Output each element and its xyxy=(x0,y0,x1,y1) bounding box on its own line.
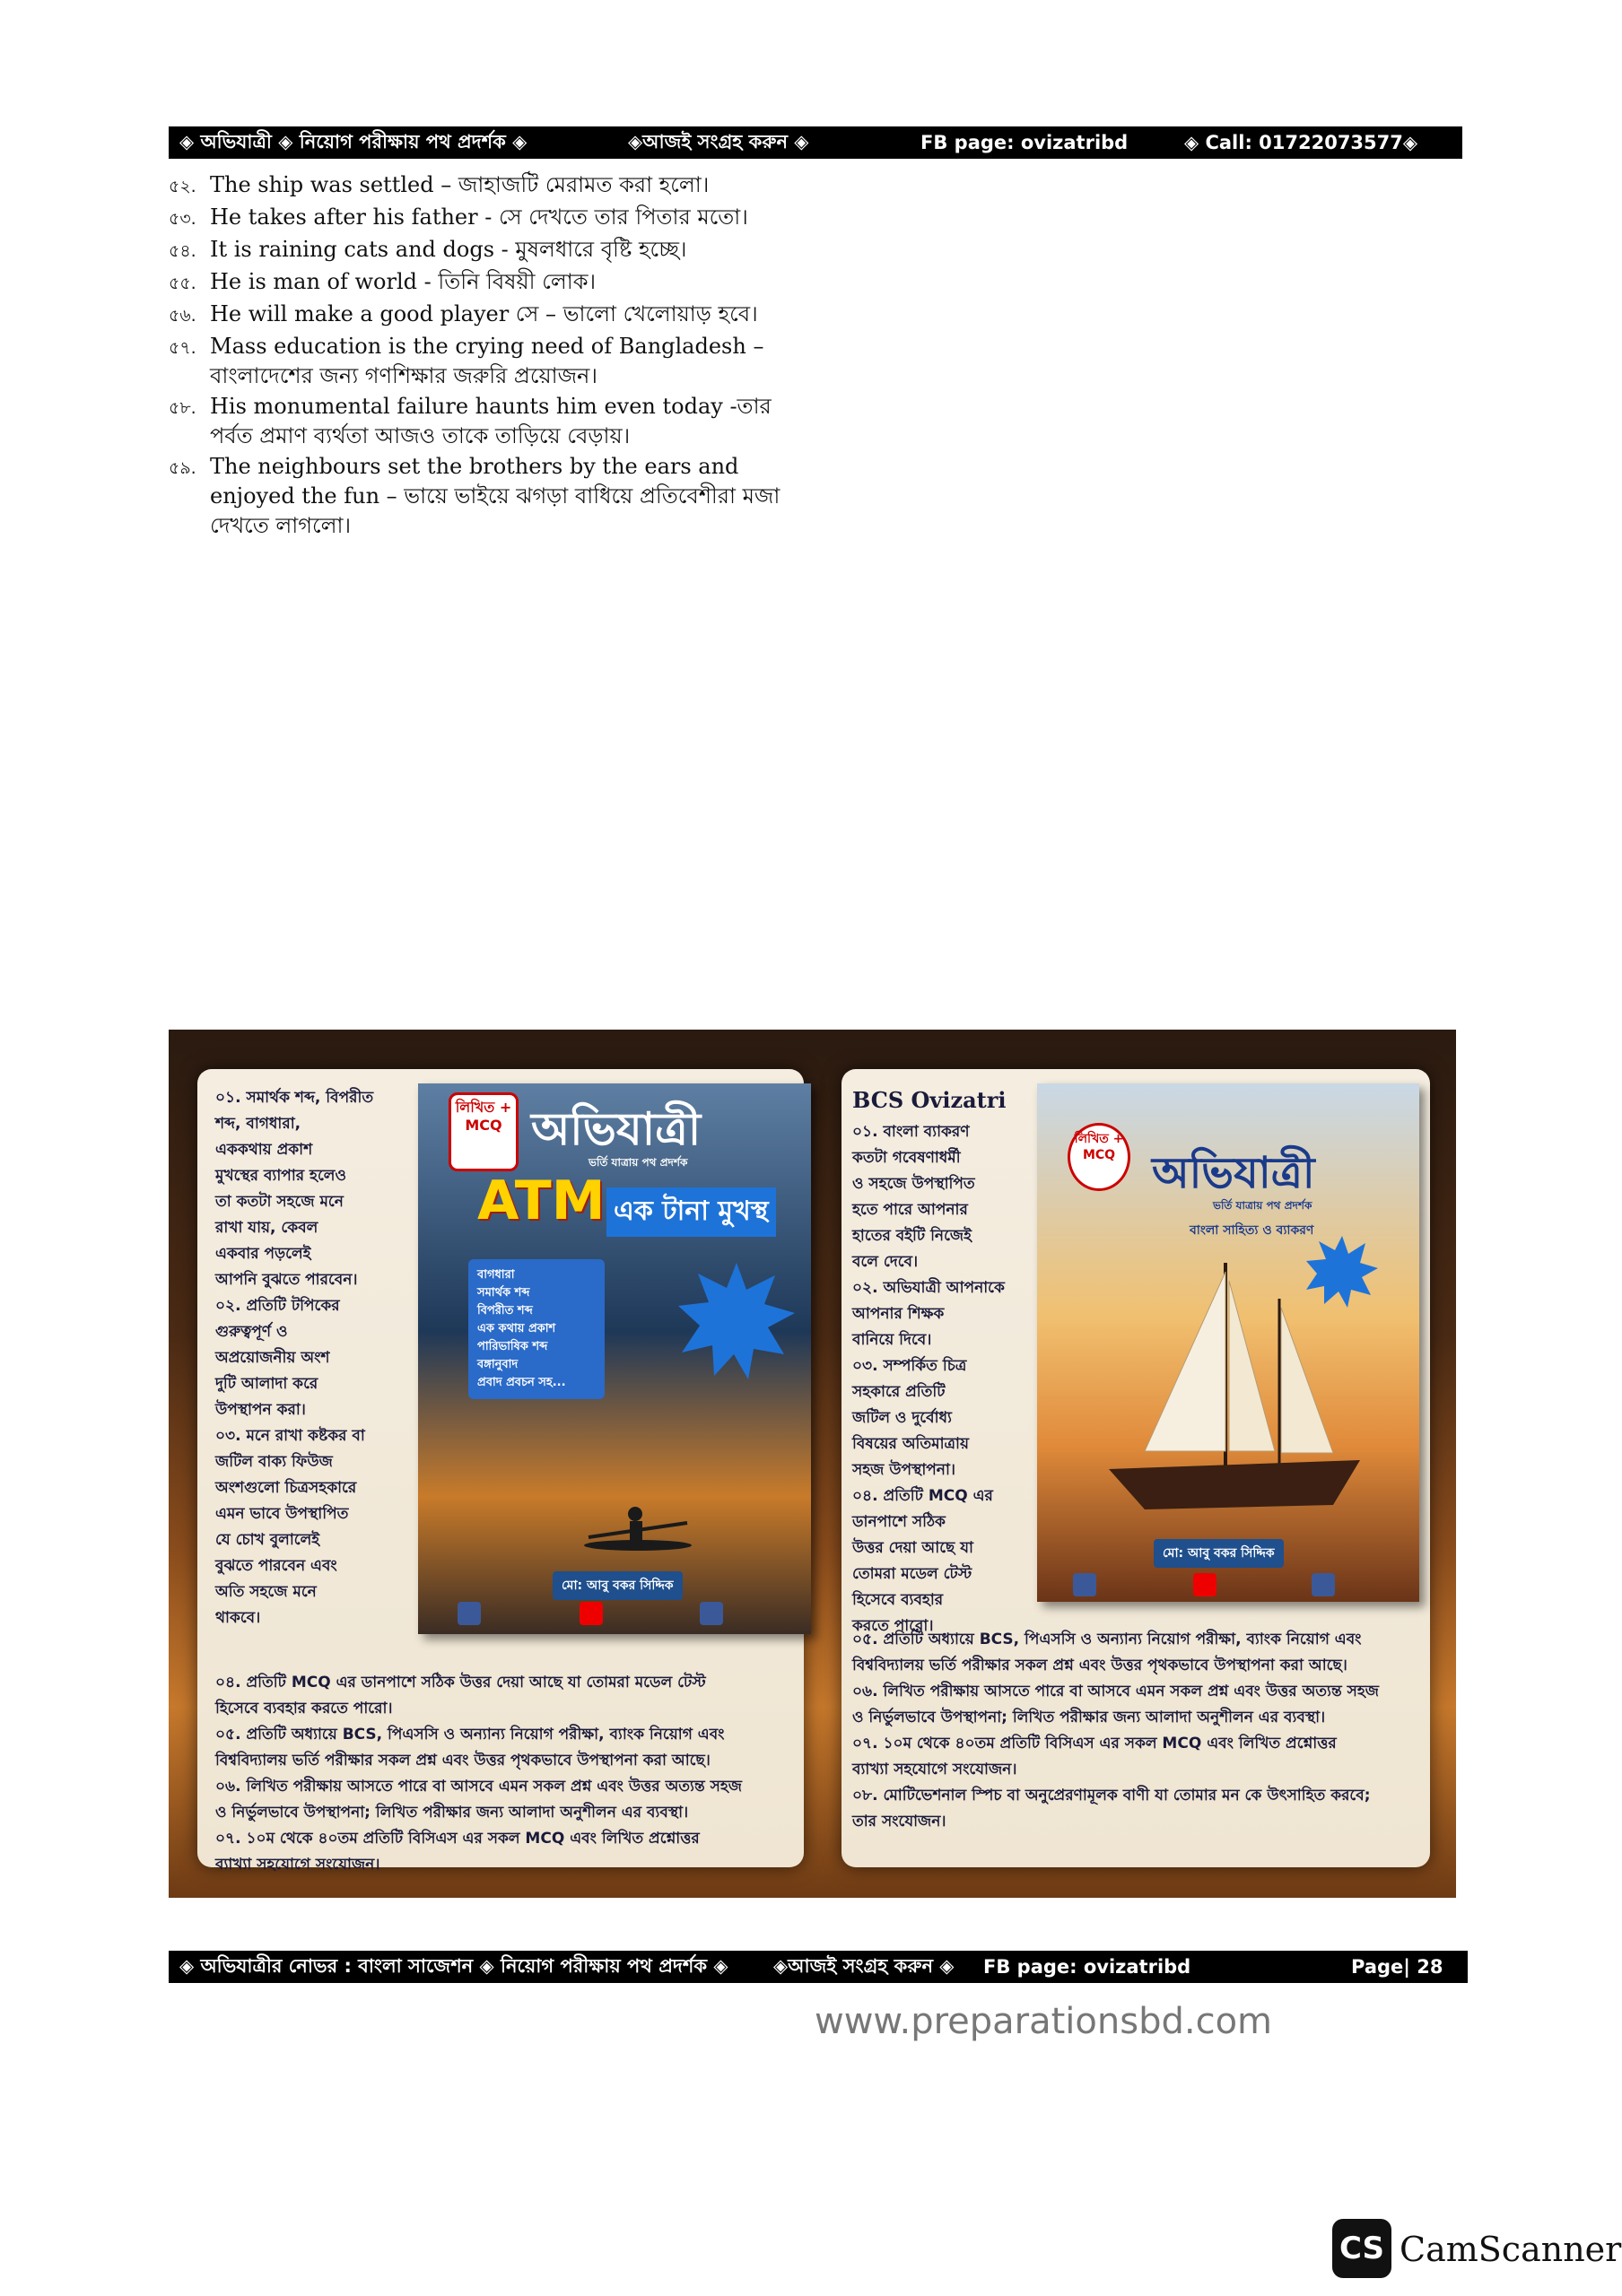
right-bottom-bullets: ০৫. প্রতিটি অধ্যায়ে BCS, পিএসসি ও অন্যান্য নিয়োগ পরীক্ষা, ব্যাংক নিয়োগ এবং বিশ্ববিদ্যালয় ভর্তি পরীক্ষার সকল প্রশ্ন এবং উত্তর পৃথকভাবে উপস্থাপনা করা আছে। ০৬. লিখিত পরীক্ষায় আসতে পারে বা আসবে এমন সকল প্রশ্ন এবং উত্তর অত্যন্ত সহজ ও নির্ভুলভাবে উপস্থাপনা; লিখিত পরীক্ষার জন্য আলাদা অনুশীলন এর ব্যবস্থা। ০৭. ১০ম থেকে ৪০তম প্রতিটি বিসিএস এর সকল MCQ এবং লিখিত প্রশ্নোত্তর ব্যাখ্যা সহযোগে সংযোজন। ০৮. মোটিভেশনাল স্পিচ বা অনুপ্রেরণামূলক বাণী যা তোমার মন কে উৎসাহিত করবে; তার সংযোজন। xyxy=(852,1631,1379,1831)
kayaker-icon xyxy=(571,1496,705,1559)
phrase-list xyxy=(169,170,815,542)
facebook-icon xyxy=(1073,1573,1096,1596)
author-label: মো: আবু বকর সিদ্দিক xyxy=(1154,1539,1284,1568)
list-item: ৫৬. He will make a good player সে – ভালো খেলোয়াড় হবে। xyxy=(169,301,758,326)
list-item: ৫৮. His monumental failure haunts him even today -তার পর্বত প্রমাণ ব্যর্থতা আজও তাকে তাড়িয়ে বেড়ায়। xyxy=(169,394,772,448)
book-brand: অভিযাত্রী xyxy=(531,1103,702,1155)
book-subtitle: বাংলা সাহিত্য ও ব্যাকরণ xyxy=(1190,1223,1314,1238)
footer-bar xyxy=(169,1951,1468,1983)
book-tagline: ভর্তি যাত্রায় পথ প্রদর্শক xyxy=(1213,1199,1312,1212)
book-brand: অভিযাত্রী xyxy=(1152,1148,1315,1198)
page-number: Page| 28 xyxy=(1351,1956,1443,1978)
book-cover-atm xyxy=(418,1083,811,1634)
header-call: ◈ Call: 01722073577◈ xyxy=(1184,132,1418,153)
list-item: ৫৫. He is man of world - তিনি বিষয়ী লোক। xyxy=(169,269,597,294)
facebook-icon xyxy=(1312,1573,1335,1596)
panel-heading: BCS Ovizatri xyxy=(852,1087,1007,1113)
youtube-icon xyxy=(1193,1573,1216,1596)
promo-banner xyxy=(169,1030,1456,1898)
written-mcq-badge: লিখিত + MCQ xyxy=(1068,1123,1130,1191)
facebook-icon xyxy=(700,1602,723,1625)
youtube-icon xyxy=(580,1602,603,1625)
list-item: ৫৭. Mass education is the crying need of Bangladesh – বাংলাদেশের জন্য গণশিক্ষার জরুরি প্রয়োজন। xyxy=(169,334,764,388)
left-bottom-bullets: ০৪. প্রতিটি MCQ এর ডানপাশে সঠিক উত্তর দেয়া আছে যা তোমরা মডেল টেস্ট হিসেবে ব্যবহার করতে পারো। ০৫. প্রতিটি অধ্যায়ে BCS, পিএসসি ও অন্যান্য নিয়োগ পরীক্ষা, ব্যাংক নিয়োগ এবং বিশ্ববিদ্যালয় ভর্তি পরীক্ষার সকল প্রশ্ন এবং উত্তর পৃথকভাবে উপস্থাপনা করা আছে। ০৬. লিখিত পরীক্ষায় আসতে পারে বা আসবে এমন সকল প্রশ্ন এবং উত্তর অত্যন্ত সহজ ও নির্ভুলভাবে উপস্থাপনা; লিখিত পরীক্ষার জন্য আলাদা অনুশীলন এর ব্যবস্থা। ০৭. ১০ম থেকে ৪০তম প্রতিটি বিসিএস এর সকল MCQ এবং লিখিত প্রশ্নোত্তর ব্যাখ্যা সহযোগে সংযোজন। xyxy=(215,1674,742,1874)
promo-panel-right xyxy=(842,1069,1430,1867)
watermark: www.preparationsbd.com xyxy=(815,2001,1272,2042)
header-fb: FB page: ovizatribd xyxy=(920,132,1129,153)
list-item: ৫৪. It is raining cats and dogs - মুষলধারে বৃষ্টি হচ্ছে। xyxy=(169,237,687,262)
topic-list: বাগধারা সমার্থক শব্দ বিপরীত শব্দ এক কথায় প্রকাশ পারিভাষিক শব্দ বঙ্গানুবাদ প্রবাদ প্রবচন সহ... xyxy=(468,1259,605,1399)
camscanner-name: CamScanner xyxy=(1400,2230,1622,2269)
facebook-icon xyxy=(458,1602,481,1625)
starburst-icon xyxy=(678,1263,795,1379)
footer-fb: FB page: ovizatribd xyxy=(983,1956,1191,1978)
written-mcq-badge: লিখিত + MCQ xyxy=(449,1092,519,1171)
header-collect: ◈আজই সংগ্রহ করুন ◈ xyxy=(628,130,809,152)
sailing-ship-icon xyxy=(1091,1245,1378,1532)
promo-panel-left xyxy=(197,1069,804,1874)
footer-collect: ◈আজই সংগ্রহ করুন ◈ xyxy=(773,1954,955,1977)
book-tagline: ভর্তি যাত্রায় পথ প্রদর্শক xyxy=(589,1156,688,1169)
author-label: মো: আবু বকর সিদ্দিক xyxy=(553,1571,683,1600)
list-item: ৫৯. The neighbours set the brothers by the ears and enjoyed the fun – ভায়ে ভাইয়ে ঝগড়া বাধিয়ে প্রতিবেশীরা মজা দেখতে লাগলো। xyxy=(169,454,780,538)
book-cover-bcs xyxy=(1037,1083,1419,1602)
camscanner-logo: CS xyxy=(1332,2219,1391,2278)
header-brand: ◈ অভিযাত্রী ◈ নিয়োগ পরীক্ষায় পথ প্রদর্শক ◈ xyxy=(179,130,528,152)
book-title: ATM xyxy=(477,1170,606,1232)
left-side-bullets: ০১. সমার্থক শব্দ, বিপরীত শব্দ, বাগধারা, এককথায় প্রকাশ মুখস্থের ব্যাপার হলেও তা কতটা সহজে মনে রাখা যায়, কেবল একবার পড়লেই আপনি বুঝতে পারবেন। ০২. প্রতিটি টপিকের গুরুত্বপূর্ণ ও অপ্রয়োজনীয় অংশ দুটি আলাদা করে উপস্থাপন করা। ০৩. মনে রাখা কষ্টকর বা জটিল বাক্য ফিউজ অংশগুলো চিত্রসহকারে এমন ভাবে উপস্থাপিত যে চোখ বুলালেই বুঝতে পারবেন এবং অতি সহজে মনে থাকবে। xyxy=(215,1089,374,1627)
book-subtitle: এক টানা মুখস্থ xyxy=(606,1187,776,1237)
header-bar xyxy=(169,126,1462,159)
list-item: ৫২. The ship was settled – জাহাজটি মেরামত করা হলো। xyxy=(169,172,710,197)
right-side-bullets: ০১. বাংলা ব্যাকরণ কতটা গবেষণাধর্মী ও সহজে উপস্থাপিত হতে পারে আপনার হাতের বইটি নিজেই বলে দেবে। ০২. অভিযাত্রী আপনাকে আপনার শিক্ষক বানিয়ে দিবে। ০৩. সম্পর্কিত চিত্র সহকারে প্রতিটি জটিল ও দুর্বোধ্য বিষয়ের অতিমাত্রায় সহজ উপস্থাপনা। ০৪. প্রতিটি MCQ এর ডানপাশে সঠিক উত্তর দেয়া আছে যা তোমরা মডেল টেস্ট হিসেবে ব্যবহার করতে পারো। xyxy=(852,1123,1005,1635)
footer-brand: ◈ অভিযাত্রীর নোভর : বাংলা সাজেশন ◈ নিয়োগ পরীক্ষায় পথ প্রদর্শক ◈ xyxy=(179,1954,728,1977)
list-item: ৫৩. He takes after his father - সে দেখতে তার পিতার মতো। xyxy=(169,204,748,230)
